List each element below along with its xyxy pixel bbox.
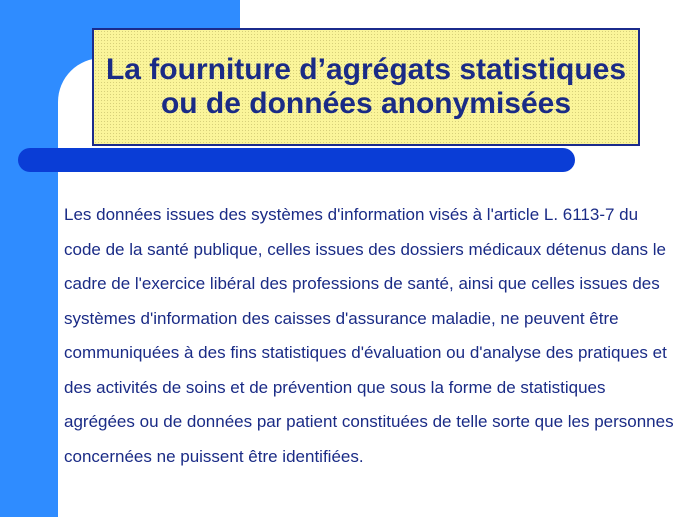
slide-body-text: Les données issues des systèmes d'information visés à l'article L. 6113-7 du code de la santé publique, celles issues des dossiers médicaux détenus dans le cadre de l'exercice libéral des professions de santé, ainsi que celles issues des systèmes d'information des caisses d'assurance maladie, ne peuvent être communiquées à des fins statistiques d'évaluation ou d'analyse des pratiques et des activités de soins et de prévention que sous la forme de statistiques agrégées ou de données par patient constituées de telle sorte que les personnes concernées ne puissent être identifiées. <box>64 205 674 466</box>
title-box <box>92 28 640 146</box>
title-underline-bar <box>18 148 575 172</box>
slide-title: La fourniture d’agrégats statistiques ou de données anonymisées <box>105 53 627 120</box>
